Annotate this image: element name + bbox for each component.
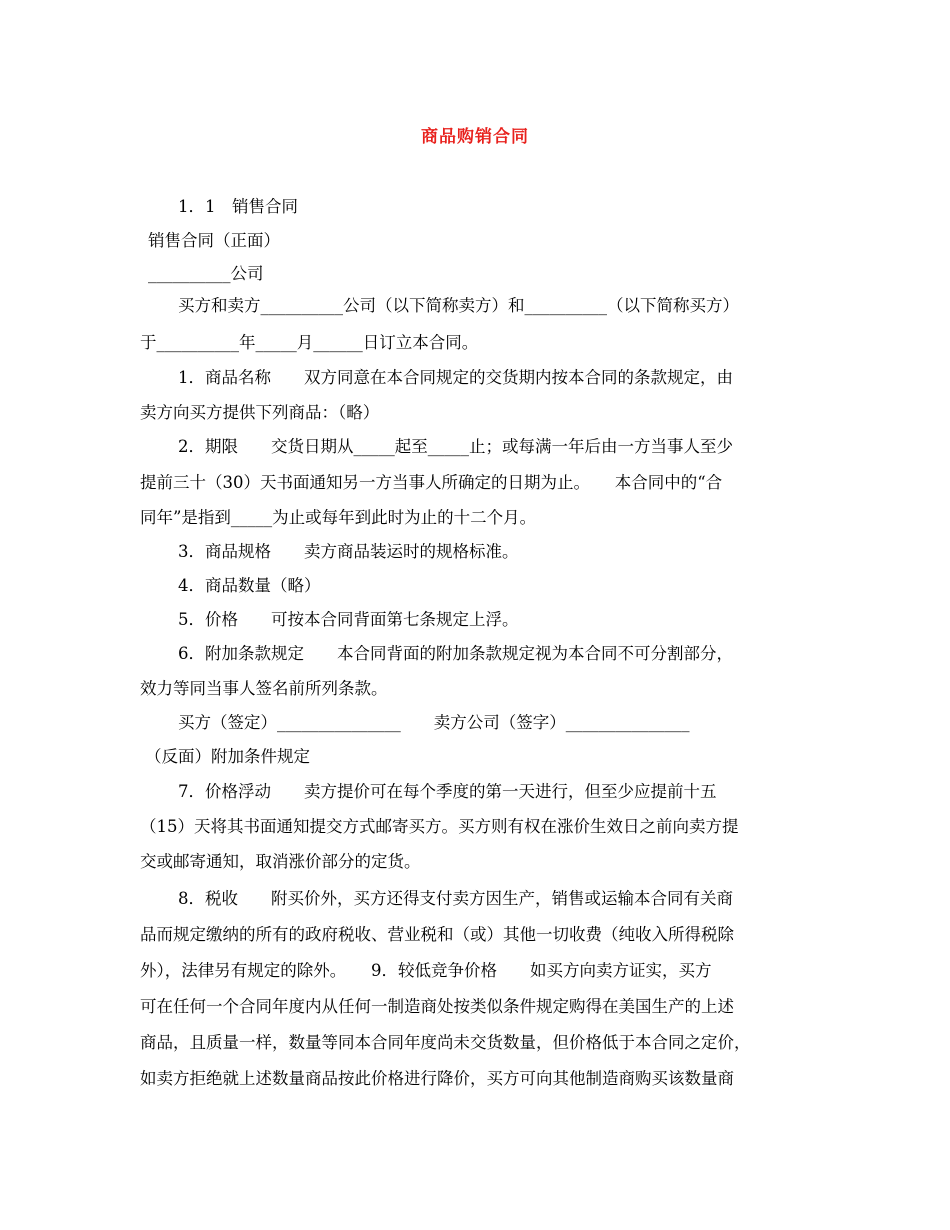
paragraph-line: 外），法律另有规定的除外。 9．较低竞争价格 如买方向卖方证实，买方 — [140, 961, 712, 980]
paragraph-line: 买方和卖方__________公司（以下简称卖方）和__________（以下简称买方） — [178, 296, 739, 315]
paragraph-line: 提前三十（30）天书面通知另一方当事人所确定的日期为止。 本合同中的“合 — [140, 473, 723, 492]
clause-1: 1．商品名称 双方同意在本合同规定的交货期内按本合同的条款规定，由 — [178, 368, 733, 387]
subheading-front: 销售合同（正面） — [148, 231, 280, 250]
paragraph-line: 同年”是指到_____为止或每年到此时为止的十二个月。 — [140, 508, 537, 527]
paragraph-line: 品而规定缴纳的所有的政府税收、营业税和（或）其他一切收费（纯收入所得税除 — [140, 925, 734, 944]
document-title: 商品购销合同 — [421, 127, 529, 147]
paragraph-line: 商品，且质量一样，数量等同本合同年度尚未交货数量，但价格低于本合同之定价， — [140, 1033, 751, 1052]
paragraph-line: 交或邮寄通知，取消涨价部分的定货。 — [140, 852, 421, 871]
section-heading: 1．1 销售合同 — [178, 197, 298, 216]
clause-7: 7．价格浮动 卖方提价可在每个季度的第一天进行，但至少应提前十五 — [178, 782, 717, 801]
paragraph-line: 卖方向买方提供下列商品：（略） — [140, 403, 380, 422]
company-line: __________公司 — [148, 264, 264, 283]
paragraph-line: 可在任何一个合同年度内从任何一制造商处按类似条件规定购得在美国生产的上述 — [140, 997, 734, 1016]
paragraph-line: 如卖方拒绝就上述数量商品按此价格进行降价，买方可向其他制造商购买该数量商 — [140, 1069, 734, 1088]
subheading-back: （反面）附加条件规定 — [145, 747, 310, 766]
clause-4: 4．商品数量（略） — [178, 576, 321, 595]
clause-8: 8．税收 附买价外，买方还得支付卖方因生产，销售或运输本合同有关商 — [178, 889, 733, 908]
signature-line: 买方（签定）_______________ 卖方公司（签字）_______________ — [178, 713, 690, 732]
clause-5: 5．价格 可按本合同背面第七条规定上浮。 — [178, 610, 519, 629]
paragraph-line: （15）天将其书面通知提交方式邮寄买方。买方则有权在涨价生效日之前向卖方提 — [140, 817, 739, 836]
paragraph-line: 于__________年_____月______日订立本合同。 — [140, 333, 479, 352]
clause-3: 3．商品规格 卖方商品装运时的规格标准。 — [178, 542, 519, 561]
clause-6: 6．附加条款规定 本合同背面的附加条款规定视为本合同不可分割部分， — [178, 644, 733, 663]
paragraph-line: 效力等同当事人签名前所列条款。 — [140, 679, 388, 698]
clause-2: 2．期限 交货日期从_____起至_____止；或每满一年后由一方当事人至少 — [178, 437, 733, 456]
